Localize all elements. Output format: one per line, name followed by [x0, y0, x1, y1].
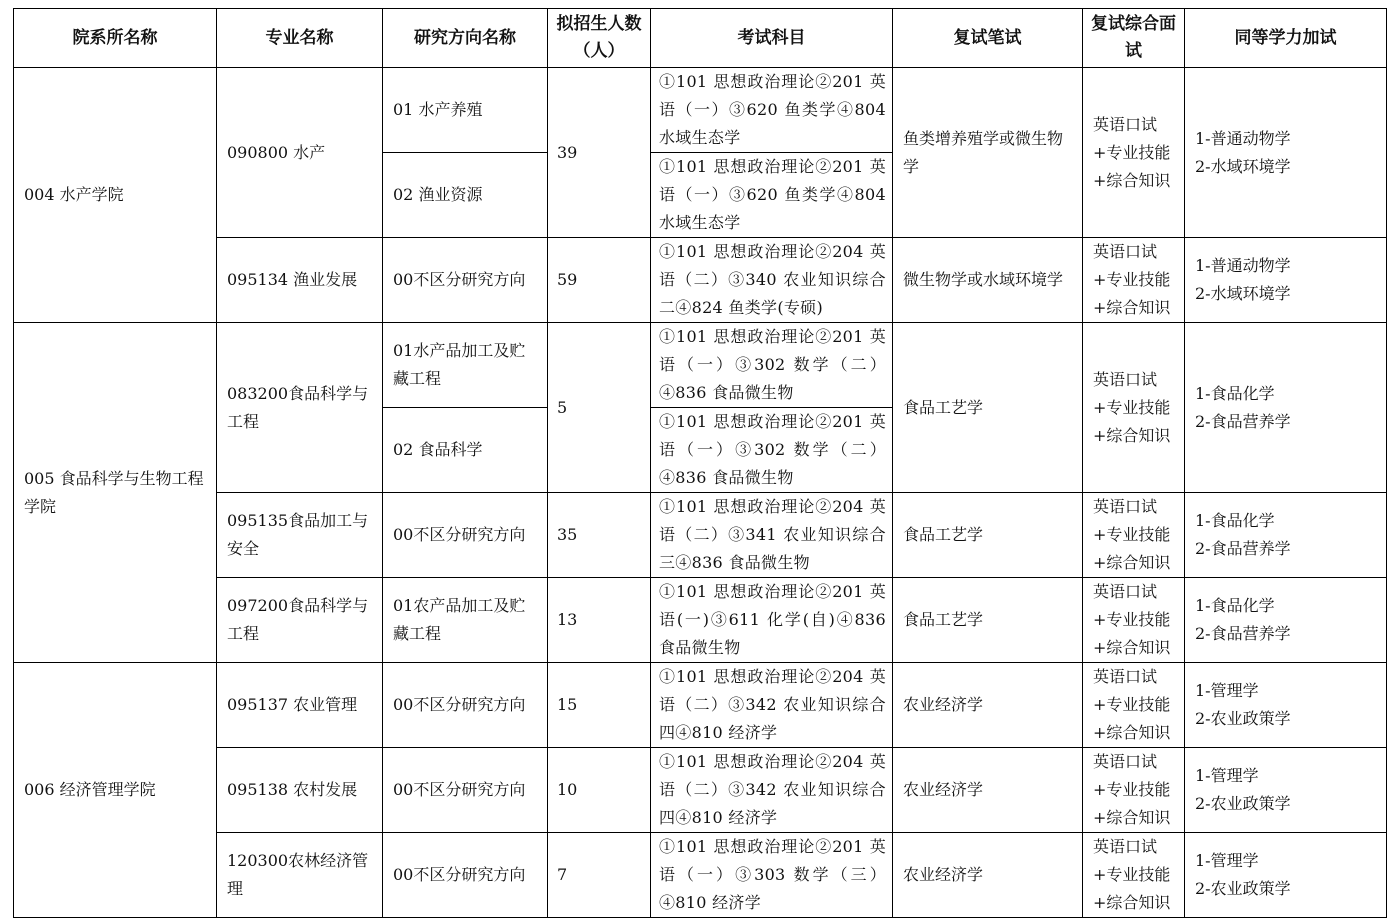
equivalent-cell: 1-食品化学 2-食品营养学	[1185, 323, 1387, 493]
header-department: 院系所名称	[14, 9, 217, 68]
direction-cell: 02 渔业资源	[383, 153, 548, 238]
header-row	[14, 9, 1387, 68]
retest-interview-cell: 英语口试+专业技能+综合知识	[1083, 748, 1185, 833]
quota-cell: 7	[548, 833, 651, 918]
retest-interview-cell: 英语口试+专业技能+综合知识	[1083, 578, 1185, 663]
quota-cell: 59	[548, 238, 651, 323]
retest-written-cell: 微生物学或水域环境学	[893, 238, 1083, 323]
direction-cell: 00不区分研究方向	[383, 493, 548, 578]
exam-cell: ①101 思想政治理论②201 英语(一)③611 化学(自)④836 食品微生物	[651, 578, 893, 663]
admissions-table	[13, 8, 1387, 918]
header-retest-written: 复试笔试	[893, 9, 1083, 68]
retest-written-cell: 食品工艺学	[893, 493, 1083, 578]
header-quota: 拟招生人数（人）	[548, 9, 651, 68]
direction-cell: 00不区分研究方向	[383, 663, 548, 748]
exam-cell: ①101 思想政治理论②204 英语（二）③342 农业知识综合四④810 经济学	[651, 663, 893, 748]
table-row	[14, 323, 1387, 408]
quota-cell: 10	[548, 748, 651, 833]
exam-cell: ①101 思想政治理论②201 英语（一）③302 数学（二）④836 食品微生物	[651, 323, 893, 408]
equivalent-cell: 1-普通动物学 2-水域环境学	[1185, 238, 1387, 323]
table-row	[14, 68, 1387, 153]
retest-written-cell: 鱼类增养殖学或微生物学	[893, 68, 1083, 238]
major-cell: 120300农林经济管理	[217, 833, 383, 918]
major-cell: 097200食品科学与工程	[217, 578, 383, 663]
equivalent-cell: 1-管理学 2-农业政策学	[1185, 663, 1387, 748]
table-row	[14, 493, 1387, 578]
quota-cell: 15	[548, 663, 651, 748]
retest-interview-cell: 英语口试+专业技能+综合知识	[1083, 68, 1185, 238]
header-retest-interview: 复试综合面试	[1083, 9, 1185, 68]
table-row	[14, 578, 1387, 663]
major-cell: 095138 农村发展	[217, 748, 383, 833]
major-cell: 095134 渔业发展	[217, 238, 383, 323]
department-cell: 005 食品科学与生物工程学院	[14, 323, 217, 663]
exam-cell: ①101 思想政治理论②201 英语（一）③620 鱼类学④804 水域生态学	[651, 153, 893, 238]
direction-cell: 00不区分研究方向	[383, 238, 548, 323]
equivalent-cell: 1-食品化学 2-食品营养学	[1185, 578, 1387, 663]
exam-cell: ①101 思想政治理论②201 英语（一）③620 鱼类学④804 水域生态学	[651, 68, 893, 153]
direction-cell: 01农产品加工及贮藏工程	[383, 578, 548, 663]
direction-cell: 00不区分研究方向	[383, 748, 548, 833]
retest-written-cell: 农业经济学	[893, 748, 1083, 833]
header-major: 专业名称	[217, 9, 383, 68]
header-direction: 研究方向名称	[383, 9, 548, 68]
quota-cell: 13	[548, 578, 651, 663]
retest-written-cell: 食品工艺学	[893, 578, 1083, 663]
quota-cell: 35	[548, 493, 651, 578]
department-cell: 006 经济管理学院	[14, 663, 217, 918]
header-exam: 考试科目	[651, 9, 893, 68]
quota-cell: 5	[548, 323, 651, 493]
exam-cell: ①101 思想政治理论②201 英语（一）③302 数学（二）④836 食品微生物	[651, 408, 893, 493]
major-cell: 090800 水产	[217, 68, 383, 238]
major-cell: 095135食品加工与安全	[217, 493, 383, 578]
direction-cell: 00不区分研究方向	[383, 833, 548, 918]
retest-written-cell: 农业经济学	[893, 833, 1083, 918]
table-row	[14, 663, 1387, 748]
retest-written-cell: 农业经济学	[893, 663, 1083, 748]
exam-cell: ①101 思想政治理论②204 英语（二）③341 农业知识综合三④836 食品微生物	[651, 493, 893, 578]
retest-interview-cell: 英语口试+专业技能+综合知识	[1083, 323, 1185, 493]
quota-cell: 39	[548, 68, 651, 238]
header-equivalent: 同等学力加试	[1185, 9, 1387, 68]
equivalent-cell: 1-食品化学 2-食品营养学	[1185, 493, 1387, 578]
exam-cell: ①101 思想政治理论②204 英语（二）③340 农业知识综合二④824 鱼类学(专硕)	[651, 238, 893, 323]
major-cell: 095137 农业管理	[217, 663, 383, 748]
retest-interview-cell: 英语口试+专业技能+综合知识	[1083, 238, 1185, 323]
table-row	[14, 748, 1387, 833]
major-cell: 083200食品科学与工程	[217, 323, 383, 493]
retest-interview-cell: 英语口试+专业技能+综合知识	[1083, 833, 1185, 918]
retest-interview-cell: 英语口试+专业技能+综合知识	[1083, 493, 1185, 578]
retest-interview-cell: 英语口试+专业技能+综合知识	[1083, 663, 1185, 748]
equivalent-cell: 1-管理学 2-农业政策学	[1185, 748, 1387, 833]
department-cell: 004 水产学院	[14, 68, 217, 323]
equivalent-cell: 1-管理学 2-农业政策学	[1185, 833, 1387, 918]
exam-cell: ①101 思想政治理论②204 英语（二）③342 农业知识综合四④810 经济学	[651, 748, 893, 833]
direction-cell: 01水产品加工及贮藏工程	[383, 323, 548, 408]
direction-cell: 01 水产养殖	[383, 68, 548, 153]
table-row	[14, 238, 1387, 323]
direction-cell: 02 食品科学	[383, 408, 548, 493]
equivalent-cell: 1-普通动物学 2-水域环境学	[1185, 68, 1387, 238]
table-row	[14, 833, 1387, 918]
retest-written-cell: 食品工艺学	[893, 323, 1083, 493]
exam-cell: ①101 思想政治理论②201 英语（一）③303 数学（三）④810 经济学	[651, 833, 893, 918]
